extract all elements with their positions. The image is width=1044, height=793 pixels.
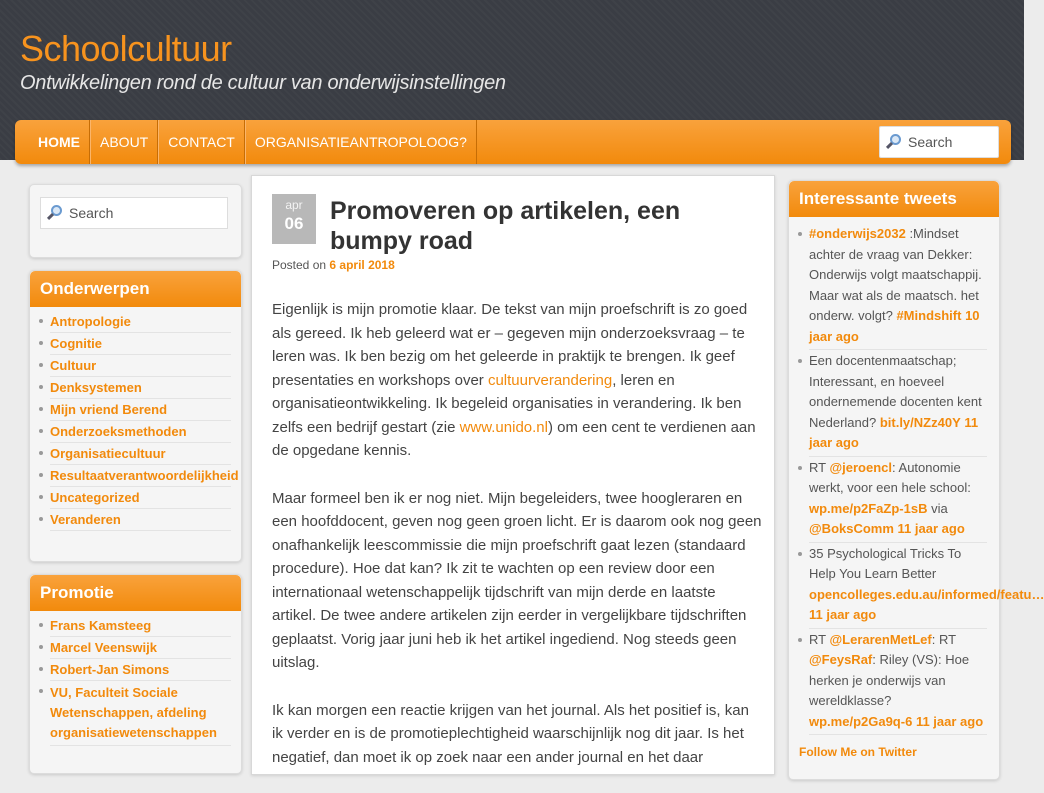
- nav-contact[interactable]: CONTACT: [158, 120, 245, 164]
- site-title[interactable]: Schoolcultuur: [20, 28, 232, 69]
- tweet-item: [809, 350, 987, 457]
- tweet-item: [809, 457, 987, 543]
- topic-link[interactable]: Cognitie: [50, 333, 231, 355]
- tweet-url-link[interactable]: bit.ly/NZz40Y: [879, 414, 961, 430]
- promotie-link[interactable]: Robert-Jan Simons: [50, 659, 231, 681]
- tweet-url-link[interactable]: opencolleges.edu.au/informed/featu…: [809, 586, 1044, 602]
- nav-organisatieantropoloog[interactable]: ORGANISATIEANTROPOLOOG?: [245, 120, 477, 164]
- post-date-link[interactable]: 6 april 2018: [329, 258, 395, 272]
- nav-about[interactable]: ABOUT: [90, 120, 158, 164]
- topic-link[interactable]: Uncategorized: [50, 487, 231, 509]
- post-body: [272, 298, 762, 793]
- topic-link[interactable]: Cultuur: [50, 355, 231, 377]
- topic-link[interactable]: Mijn vriend Berend: [50, 399, 231, 421]
- tweet-text: : Autonomie werkt, voor een hele school:: [809, 459, 971, 495]
- post-title[interactable]: Promoveren op artikelen, een bumpy road: [330, 197, 681, 255]
- header-search-input[interactable]: [879, 126, 999, 158]
- topic-link[interactable]: Organisatiecultuur: [50, 443, 231, 465]
- tweet-age-link[interactable]: 11 jaar ago: [897, 521, 965, 536]
- cultuurverandering-link[interactable]: cultuurverandering: [487, 371, 613, 389]
- tweet-text: : RT: [931, 631, 956, 647]
- tweet-text: :Mindset achter de vraag van Dekker: Onderwijs volgt maatschappij. Maar wat als de maatsch. het onderw. volgt?: [809, 226, 982, 323]
- blog-post: [251, 175, 775, 775]
- sidebar-search-placeholder: Search: [69, 205, 114, 221]
- main-navigation: [15, 120, 1011, 164]
- paragraph-text: ) om een cent te verdienen aan de opgedane kennis.: [272, 418, 756, 459]
- header-search-placeholder: Search: [908, 134, 953, 150]
- date-badge: [272, 194, 316, 244]
- post-paragraph: Ik kan morgen een reactie krijgen van het journal. Als het positief is, kan ik verder en is de promotieplechtigheid waarschijnlijk nog dit jaar. Is het negatief, dan moet ik op zoek naar een ander journal en het daar: [272, 701, 749, 766]
- nav-home[interactable]: HOME: [29, 120, 90, 164]
- hashtag-link[interactable]: #onderwijs2032: [809, 226, 906, 241]
- post-meta-prefix: Posted on: [272, 258, 327, 272]
- promotie-widget: [29, 574, 242, 774]
- tweet-age-link[interactable]: 10 jaar ago: [809, 308, 980, 344]
- paragraph-text: , leren en organisatieontwikkeling. Ik begeleid organisaties in verandering. Ik ben zelfs een bedrijf gestart (zie: [272, 371, 742, 436]
- tweet-text: : Riley (VS): Hoe herken je onderwijs van wereldklasse?: [809, 652, 970, 708]
- user-mention-link[interactable]: @LerarenMetLef: [829, 631, 932, 647]
- user-mention-link[interactable]: @FeysRaf: [809, 652, 873, 667]
- site-tagline: Ontwikkelingen rond de cultuur van onderwijsinstellingen: [20, 72, 506, 94]
- tweet-text: Een docentenmaatschap; Interessant, en hoeveel ondernemende docenten kent Nederland?: [809, 353, 982, 430]
- promotie-link[interactable]: Frans Kamsteeg: [50, 615, 231, 637]
- follow-twitter-link[interactable]: Follow Me on Twitter: [799, 745, 917, 759]
- tweet-item: [809, 629, 987, 736]
- topics-widget-title: Onderwerpen: [30, 271, 241, 307]
- tweet-text: RT: [809, 459, 830, 475]
- date-month: apr: [285, 198, 303, 212]
- promotie-link[interactable]: Marcel Veenswijk: [50, 637, 231, 659]
- search-icon: [47, 204, 65, 222]
- tweet-age-link[interactable]: 11 jaar ago: [915, 713, 984, 729]
- topics-list: [30, 307, 241, 531]
- tweet-item: [809, 223, 987, 350]
- unido-link[interactable]: www.unido.nl: [459, 418, 548, 436]
- tweet-age-link[interactable]: 11 jaar ago: [809, 607, 877, 622]
- tweet-url-link[interactable]: wp.me/p2Ga9q-6: [809, 713, 913, 729]
- tweet-item: [809, 543, 1044, 629]
- search-icon: [886, 133, 904, 151]
- sidebar-search-input[interactable]: [40, 197, 228, 229]
- hashtag-link[interactable]: #Mindshift: [896, 308, 962, 323]
- sidebar-search-widget: [29, 184, 242, 258]
- tweet-age-link[interactable]: 11 jaar ago: [809, 414, 979, 450]
- tweet-list: [789, 217, 1044, 735]
- user-mention-link[interactable]: @BoksComm: [809, 521, 894, 536]
- promotie-list: [30, 611, 241, 746]
- topic-link[interactable]: Resultaatverantwoordelijkheid: [50, 465, 231, 487]
- tweet-text: RT: [809, 631, 830, 647]
- post-meta: [272, 258, 395, 272]
- tweets-widget: [788, 180, 1044, 780]
- topic-link[interactable]: Denksystemen: [50, 377, 231, 399]
- topics-widget: [29, 270, 242, 562]
- paragraph-text: Eigenlijk is mijn promotie klaar. De tekst van mijn proefschrift is zo goed als gereed. Ik heb geleerd wat er – gegeven mijn onderzoeksvraag – te leren was. Ik ben bezig om het geleerde in praktijk te brengen. Ik geef presentaties en workshops over: [272, 301, 748, 389]
- tweets-widget-title: Interessante tweets: [789, 181, 999, 217]
- topic-link[interactable]: Veranderen: [50, 509, 231, 531]
- tweet-text: via: [927, 500, 948, 516]
- promotie-widget-title: Promotie: [30, 575, 241, 611]
- post-paragraph: [272, 298, 762, 463]
- tweet-url-link[interactable]: wp.me/p2FaZp-1sB: [809, 500, 928, 516]
- post-paragraph: Maar formeel ben ik er nog niet. Mijn begeleiders, twee hoogleraren en een hoofddocent, geven nog geen groen licht. Er is daarom ook nog geen onafhankelijk leescommissie die mijn proefschrift gaat lezen (standaard procedure). Hoe dat kan? Ik zit te wachten op een review door een internationaal wetenschappelijk tijdschrift van mijn derde en laatste artikel. De twee andere artikelen zijn eerder in vergelijkbare tijdschriften geplaatst. Vorig jaar juni heb ik het artikel ingediend. Nog steeds geen uitslag.: [272, 489, 762, 671]
- user-mention-link[interactable]: @jeroencl: [829, 459, 893, 475]
- promotie-link[interactable]: VU, Faculteit Sociale Wetenschappen, afdeling organisatiewetenschappen: [50, 681, 231, 746]
- tweet-text: 35 Psychological Tricks To Help You Learn Better: [809, 545, 962, 581]
- nav-menu: [29, 120, 477, 164]
- date-day: 06: [284, 214, 304, 233]
- topic-link[interactable]: Onderzoeksmethoden: [50, 421, 231, 443]
- topic-link[interactable]: Antropologie: [50, 311, 231, 333]
